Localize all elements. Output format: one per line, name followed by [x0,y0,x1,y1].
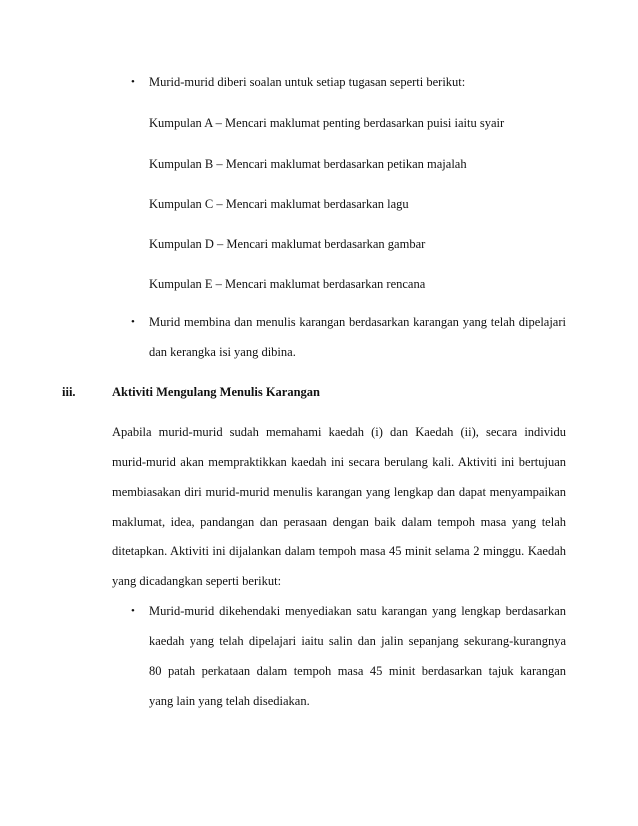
exercise-line-1: Murid-murid dikehendaki menyediakan satu karangan yang lengkap berdasarkan [149,604,566,618]
exercise-line-4: yang lain yang telah disediakan. [149,694,310,708]
build-essay-line-1: Murid membina dan menulis karangan berdasarkan karangan yang telah dipelajari [149,315,566,329]
section-title: Aktiviti Mengulang Menulis Karangan [112,385,321,399]
bullet-marker: • [131,605,135,617]
paragraph-line-6: yang dicadangkan seperti berikut: [112,574,282,588]
exercise-line-2: kaedah yang telah dipelajari iaitu salin dan jalin sepanjang sekurang-kurangnya [149,634,566,648]
group-a-text: Kumpulan A – Mencari maklumat penting berdasarkan puisi iaitu syair [149,116,505,130]
group-d-text: Kumpulan D – Mencari maklumat berdasarkan gambar [149,237,426,251]
bullet-marker: • [131,76,135,88]
exercise-line-3: 80 patah perkataan dalam tempoh masa 45 minit berdasarkan tajuk karangan [149,664,566,678]
paragraph-line-1: Apabila murid-murid sudah memahami kaedah (i) dan Kaedah (ii), secara individu [112,425,566,439]
bullet-marker: • [131,316,135,328]
paragraph-line-2: murid-murid akan mempraktikkan kaedah ini secara berulang kali. Aktiviti ini bertujuan [112,455,566,469]
group-e-text: Kumpulan E – Mencari maklumat berdasarkan rencana [149,277,426,291]
group-c-text: Kumpulan C – Mencari maklumat berdasarkan lagu [149,197,409,211]
paragraph-line-3: membiasakan diri murid-murid menulis karangan yang lengkap dan dapat menyampaikan [112,485,566,499]
group-b-text: Kumpulan B – Mencari maklumat berdasarkan petikan majalah [149,157,467,171]
section-number: iii. [62,385,76,399]
build-essay-line-2: dan kerangka isi yang dibina. [149,345,296,359]
paragraph-line-4: maklumat, idea, pandangan dan perasaan dengan baik dalam tempoh masa yang telah [112,515,566,529]
paragraph-line-5: ditetapkan. Aktiviti ini dijalankan dalam tempoh masa 45 minit selama 2 minggu. Kaedah [112,544,566,558]
task-intro-text: Murid-murid diberi soalan untuk setiap tugasan seperti berikut: [149,75,466,89]
